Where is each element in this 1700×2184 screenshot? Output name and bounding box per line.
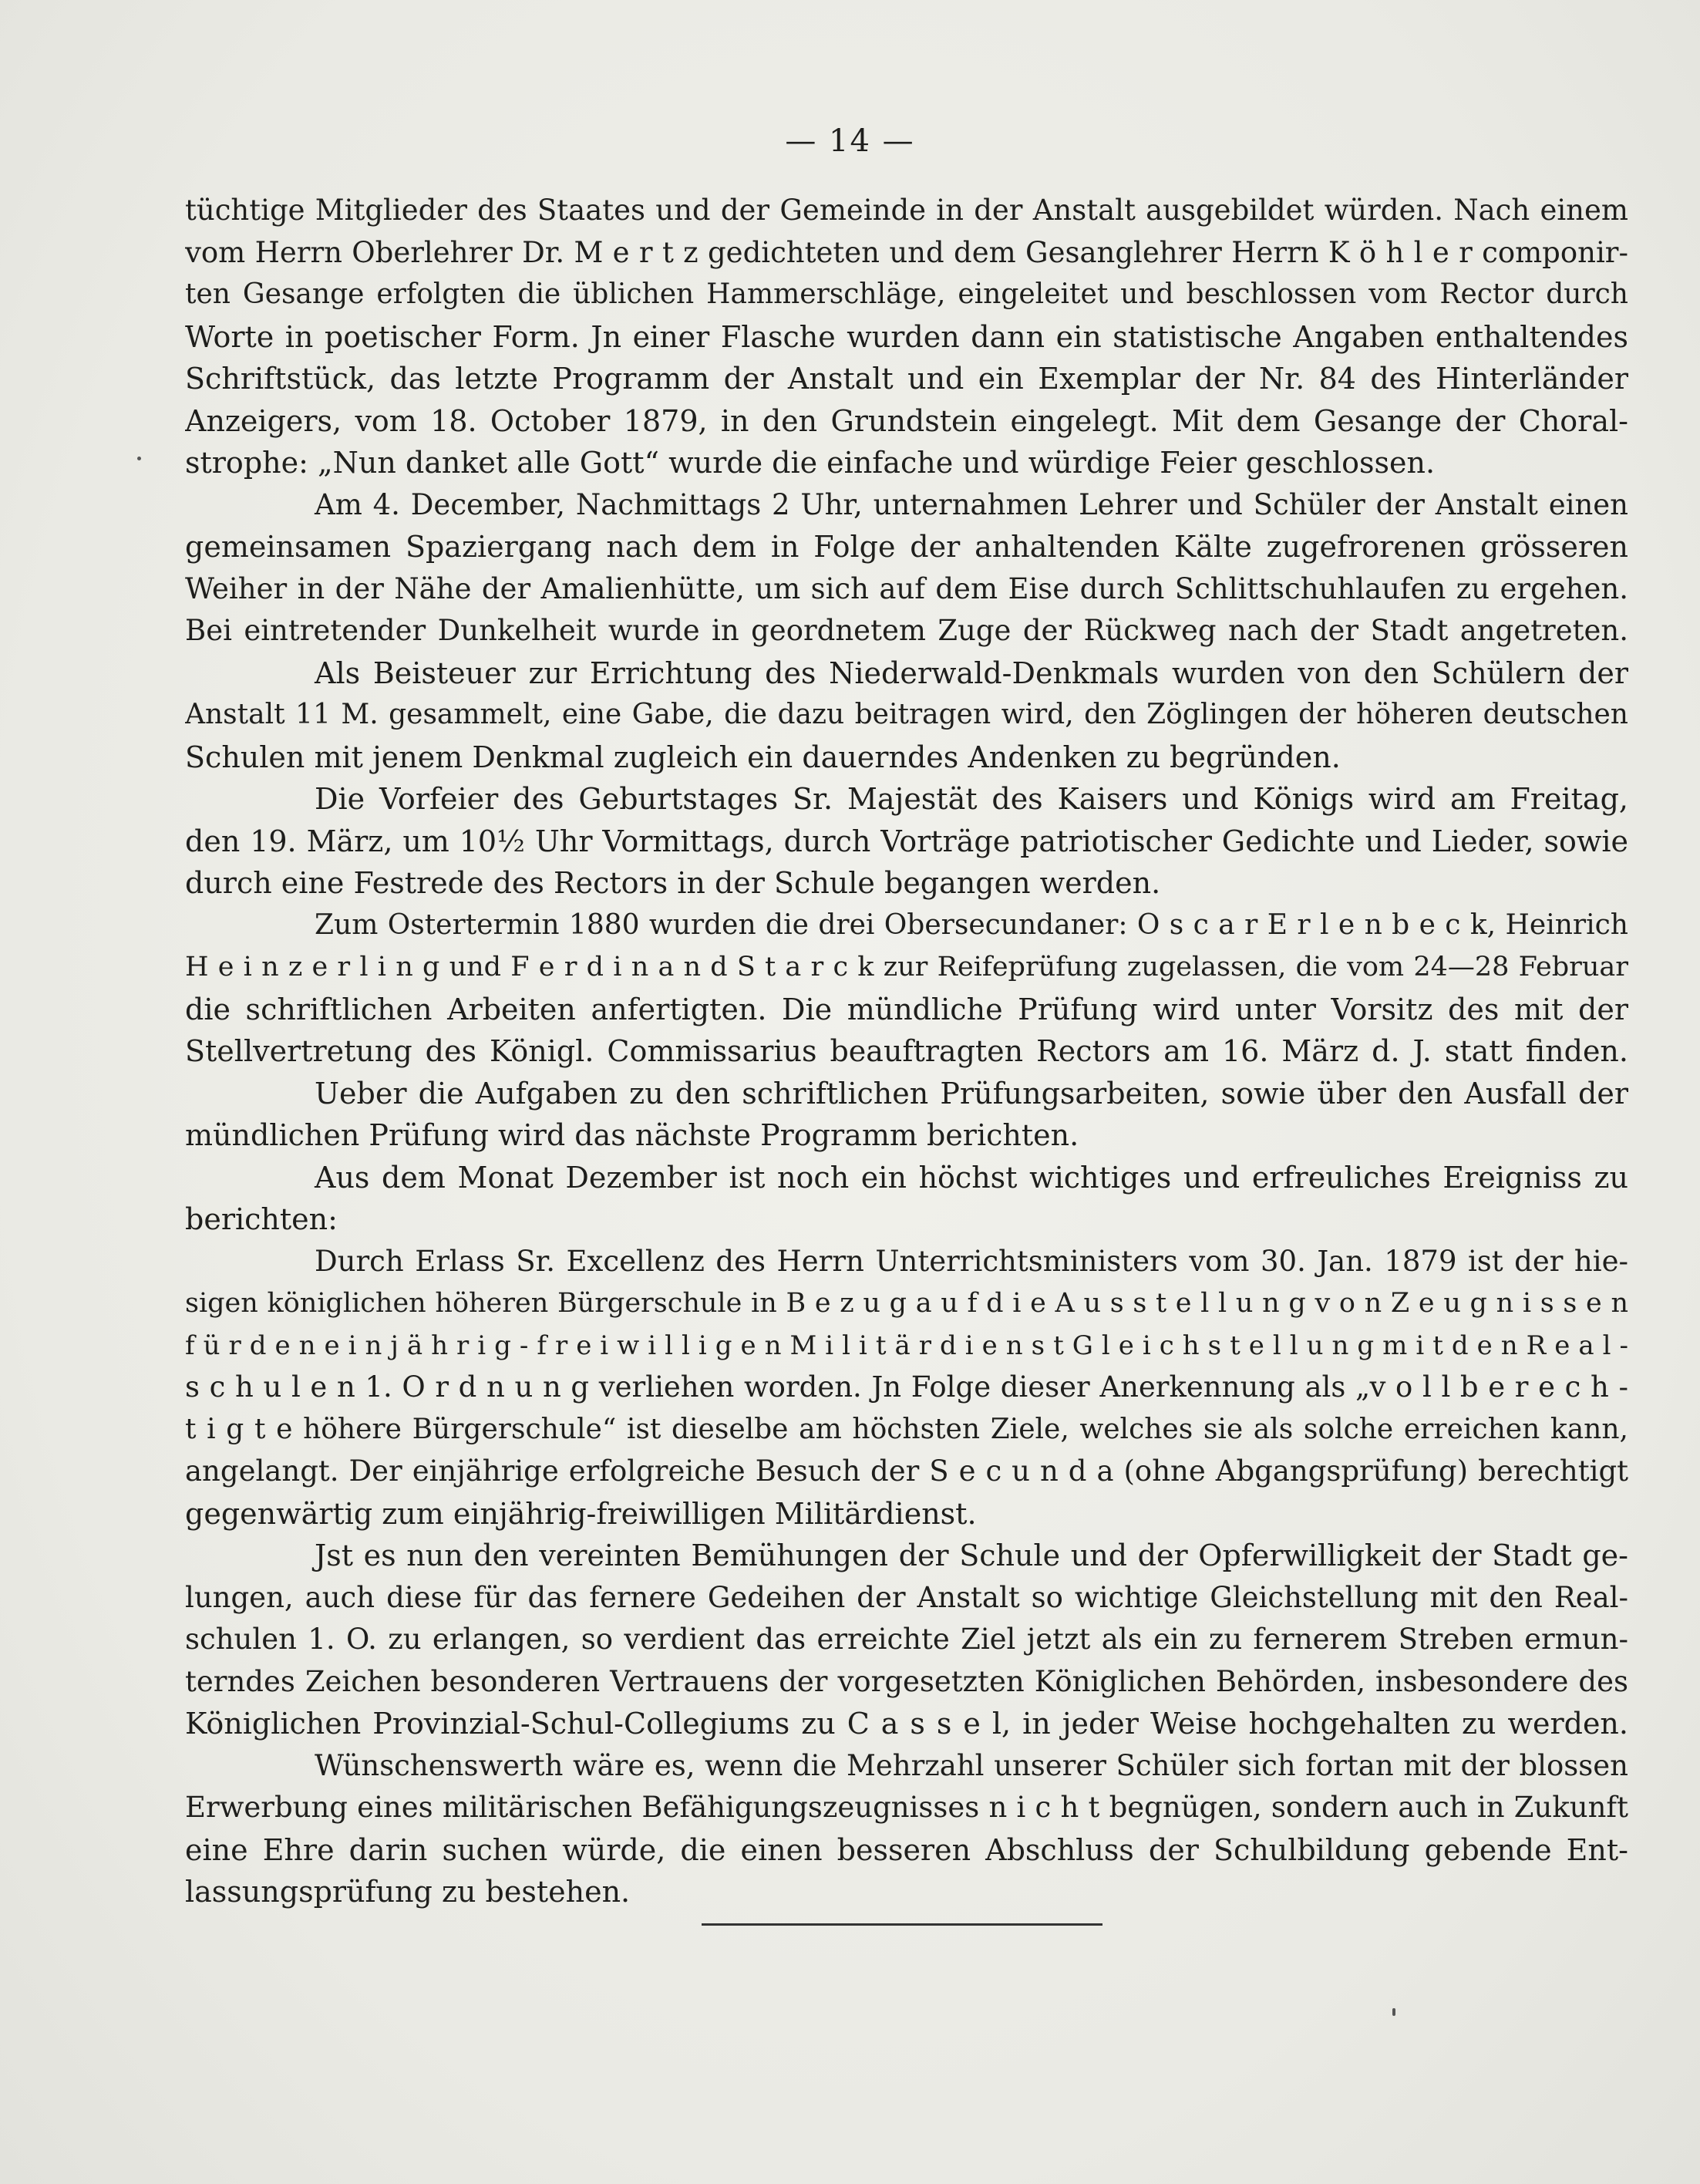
text-line: Anzeigers, vom 18. October 1879, in den Grundstein eingelegt. Mit dem Gesange der Choral-: [185, 403, 1628, 438]
text-line: Schriftstück, das letzte Programm der Anstalt und ein Exemplar der Nr. 84 des Hinterländer: [185, 362, 1628, 396]
text-line: mündlichen Prüfung wird das nächste Programm berichten.: [185, 1118, 1079, 1152]
text-line: H e i n z e r l i n g und F e r d i n a n d S t a r c k zur Reifeprüfung zugelassen, die vom 24—28 Februar: [185, 952, 1628, 982]
text-line: die schriftlichen Arbeiten anfertigten. Die mündliche Prüfung wird unter Vorsitz des mit der: [185, 992, 1628, 1026]
text-line: durch eine Festrede des Rectors in der Schule begangen werden.: [185, 866, 1161, 900]
paragraph-start-line: Am 4. December, Nachmittags 2 Uhr, unternahmen Lehrer und Schüler der Anstalt einen: [315, 487, 1628, 521]
text-line: Erwerbung eines militärischen Befähigungszeugnisses n i c h t begnügen, sondern auch in Zukunft: [185, 1791, 1628, 1824]
text-line: Stellvertretung des Königl. Commissarius beauftragten Rectors am 16. März d. J. statt finden.: [185, 1034, 1628, 1068]
text-line: schulen 1. O. zu erlangen, so verdient das erreichte Ziel jetzt als ein zu fernerem Streben ermun-: [185, 1623, 1628, 1656]
ink-speck: [1392, 2008, 1395, 2016]
paragraph-start-line: Aus dem Monat Dezember ist noch ein höchst wichtiges und erfreuliches Ereigniss zu: [315, 1160, 1628, 1195]
paragraph-start-line: Durch Erlass Sr. Excellenz des Herrn Unterrichtsministers vom 30. Jan. 1879 ist der hie-: [315, 1244, 1628, 1278]
paragraph-start-line: Wünschenswerth wäre es, wenn die Mehrzahl unserer Schüler sich fortan mit der blossen: [315, 1748, 1628, 1782]
paragraph-start-line: Zum Ostertermin 1880 wurden die drei Obersecundaner: O s c a r E r l e n b e c k, Heinrich: [315, 908, 1628, 941]
text-line: Schulen mit jenem Denkmal zugleich ein dauerndes Andenken zu begründen.: [185, 740, 1341, 774]
text-line: ten Gesange erfolgten die üblichen Hammerschläge, eingeleitet und beschlossen vom Rector durch: [185, 278, 1628, 310]
text-line: lungen, auch diese für das fernere Gedeihen der Anstalt so wichtige Gleichstellung mit den Real-: [185, 1580, 1628, 1614]
text-line: berichten:: [185, 1202, 338, 1236]
text-line: Königlichen Provinzial-Schul-Collegiums zu C a s s e l, in jeder Weise hochgehalten zu werden.: [185, 1707, 1628, 1741]
text-line: sigen königlichen höheren Bürgerschule in B e z u g a u f d i e A u s s t e l l u n g v o n Z e u g n i s s e n: [185, 1288, 1628, 1319]
text-line: angelangt. Der einjährige erfolgreiche Besuch der S e c u n d a (ohne Abgangsprüfung) berechtigt: [185, 1454, 1628, 1488]
text-line: strophe: „Nun danket alle Gott“ wurde die einfache und würdige Feier geschlossen.: [185, 446, 1436, 480]
text-line: s c h u l e n 1. O r d n u n g verliehen worden. Jn Folge dieser Anerkennung als „v o l l b e r e c h -: [185, 1370, 1628, 1404]
text-line: Weiher in der Nähe der Amalienhütte, um sich auf dem Eise durch Schlittschuhlaufen zu ergehen.: [185, 571, 1628, 605]
text-line: Bei eintretender Dunkelheit wurde in geordnetem Zuge der Rückweg nach der Stadt angetreten.: [185, 614, 1628, 647]
paragraph-start-line: Jst es nun den vereinten Bemühungen der Schule und der Opferwilligkeit der Stadt ge-: [315, 1539, 1628, 1572]
text-line: terndes Zeichen besonderen Vertrauens der vorgesetzten Königlichen Behörden, insbesondere des: [185, 1664, 1628, 1698]
text-line: gemeinsamen Spaziergang nach dem in Folge der anhaltenden Kälte zugefrorenen grösseren: [185, 530, 1628, 564]
text-line: vom Herrn Oberlehrer Dr. M e r t z gedichteten und dem Gesanglehrer Herrn K ö h l e r componir-: [185, 235, 1628, 269]
body-text: [185, 190, 1628, 1913]
text-line: tüchtige Mitglieder des Staates und der Gemeinde in der Anstalt ausgebildet würden. Nach einem: [185, 194, 1628, 227]
closing-rule: [702, 1923, 1102, 1926]
text-line: den 19. März, um 10½ Uhr Vormittags, durch Vorträge patriotischer Gedichte und Lieder, sowie: [185, 824, 1628, 858]
text-line: t i g t e höhere Bürgerschule“ ist dieselbe am höchsten Ziele, welches sie als solche erreichen kann,: [185, 1413, 1628, 1445]
ink-speck: [137, 457, 141, 460]
text-line: f ü r d e n e i n j ä h r i g - f r e i w i l l i g e n M i l i t ä r d i e n s t G l e i c h s t e l l u n g m i t d e n R e a l -: [185, 1330, 1628, 1361]
text-line: eine Ehre darin suchen würde, die einen besseren Abschluss der Schulbildung gebende Ent-: [185, 1832, 1628, 1867]
text-line: Worte in poetischer Form. Jn einer Flasche wurden dann ein statistische Angaben enthaltendes: [185, 319, 1628, 354]
text-line: gegenwärtig zum einjährig-freiwilligen Militärdienst.: [185, 1496, 977, 1531]
page-number: — 14 —: [785, 123, 915, 159]
paragraph-start-line: Ueber die Aufgaben zu den schriftlichen Prüfungsarbeiten, sowie über den Ausfall der: [315, 1076, 1628, 1111]
text-line: lassungsprüfung zu bestehen.: [185, 1875, 631, 1909]
text-line: Anstalt 11 M. gesammelt, eine Gabe, die dazu beitragen wird, den Zöglingen der höheren deutschen: [185, 699, 1628, 730]
paragraph-start-line: Als Beisteuer zur Errichtung des Niederwald-Denkmals wurden von den Schülern der: [315, 656, 1628, 690]
paragraph-start-line: Die Vorfeier des Geburtstages Sr. Majestät des Kaisers und Königs wird am Freitag,: [315, 782, 1628, 816]
